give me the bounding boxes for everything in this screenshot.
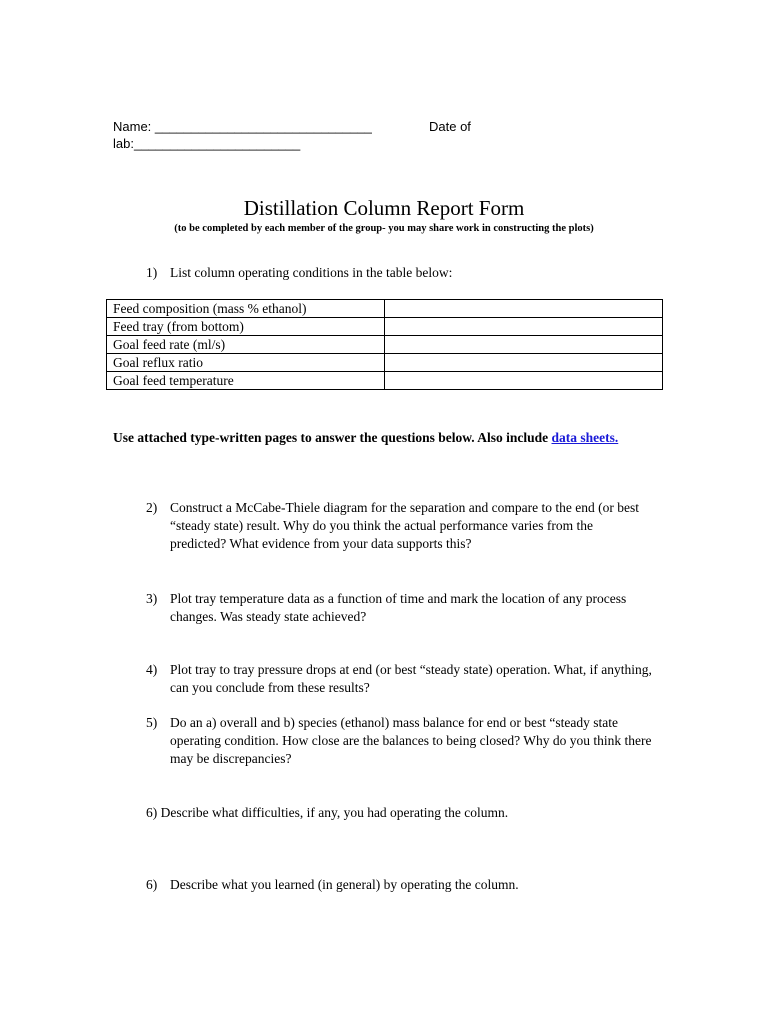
row-value-cell[interactable] bbox=[385, 300, 663, 318]
instruction-body: Use attached type-written pages to answer the questions below. Also include bbox=[113, 430, 552, 445]
date-field-label: Date of bbox=[429, 119, 471, 134]
question-number: 4) bbox=[146, 662, 158, 677]
question-text: Do an a) overall and b) species (ethanol) mass balance for end or best “steady state operating condition. How close are the balances to being closed? Why do you think there may be discrepancies? bbox=[170, 715, 652, 766]
name-date-header bbox=[113, 118, 543, 152]
question-number: 6) bbox=[146, 805, 158, 820]
question-number: 6) bbox=[146, 877, 158, 892]
row-value-cell[interactable] bbox=[385, 354, 663, 372]
instruction-text bbox=[113, 428, 653, 447]
question-text: Describe what you learned (in general) by operating the column. bbox=[170, 877, 519, 892]
question-1 bbox=[146, 264, 452, 282]
row-label: Feed tray (from bottom) bbox=[107, 318, 385, 336]
question-4 bbox=[146, 661, 666, 697]
row-label: Goal feed temperature bbox=[107, 372, 385, 390]
table-row bbox=[107, 300, 663, 318]
question-3 bbox=[146, 590, 646, 626]
question-text: Plot tray to tray pressure drops at end (or best “steady state) operation. What, if anything, can you conclude from these results? bbox=[170, 662, 652, 695]
row-value-cell[interactable] bbox=[385, 318, 663, 336]
row-label: Goal feed rate (ml/s) bbox=[107, 336, 385, 354]
question-text: List column operating conditions in the table below: bbox=[170, 265, 453, 280]
question-text: Describe what difficulties, if any, you had operating the column. bbox=[160, 805, 509, 820]
row-value-cell[interactable] bbox=[385, 336, 663, 354]
row-label: Feed composition (mass % ethanol) bbox=[107, 300, 385, 318]
question-number: 3) bbox=[146, 591, 158, 606]
question-6-learned bbox=[146, 876, 666, 894]
question-text: Plot tray temperature data as a function of time and mark the location of any process changes. Was steady state achieved? bbox=[170, 591, 627, 624]
table-row bbox=[107, 354, 663, 372]
table-row bbox=[107, 318, 663, 336]
lab-field-label: lab:_______________________ bbox=[113, 136, 301, 151]
question-2 bbox=[146, 499, 646, 553]
table-row bbox=[107, 372, 663, 390]
question-number: 2) bbox=[146, 500, 158, 515]
question-5 bbox=[146, 714, 666, 768]
question-6-difficulties bbox=[146, 804, 666, 822]
question-number: 1) bbox=[146, 265, 158, 280]
data-sheets-link[interactable]: data sheets. bbox=[551, 430, 619, 445]
operating-conditions-table bbox=[106, 299, 663, 390]
page-title: Distillation Column Report Form bbox=[243, 196, 525, 220]
name-field-label: Name: ______________________________ bbox=[113, 119, 372, 134]
table-row bbox=[107, 336, 663, 354]
question-text: Construct a McCabe-Thiele diagram for the separation and compare to the end (or best “steady state) result. Why do you think the actual performance varies from the predicted? What evidence from your data supports this? bbox=[170, 500, 639, 551]
page-subtitle: (to be completed by each member of the group- you may share work in constructing the plots) bbox=[174, 223, 594, 234]
question-number: 5) bbox=[146, 715, 158, 730]
row-value-cell[interactable] bbox=[385, 372, 663, 390]
row-label: Goal reflux ratio bbox=[107, 354, 385, 372]
